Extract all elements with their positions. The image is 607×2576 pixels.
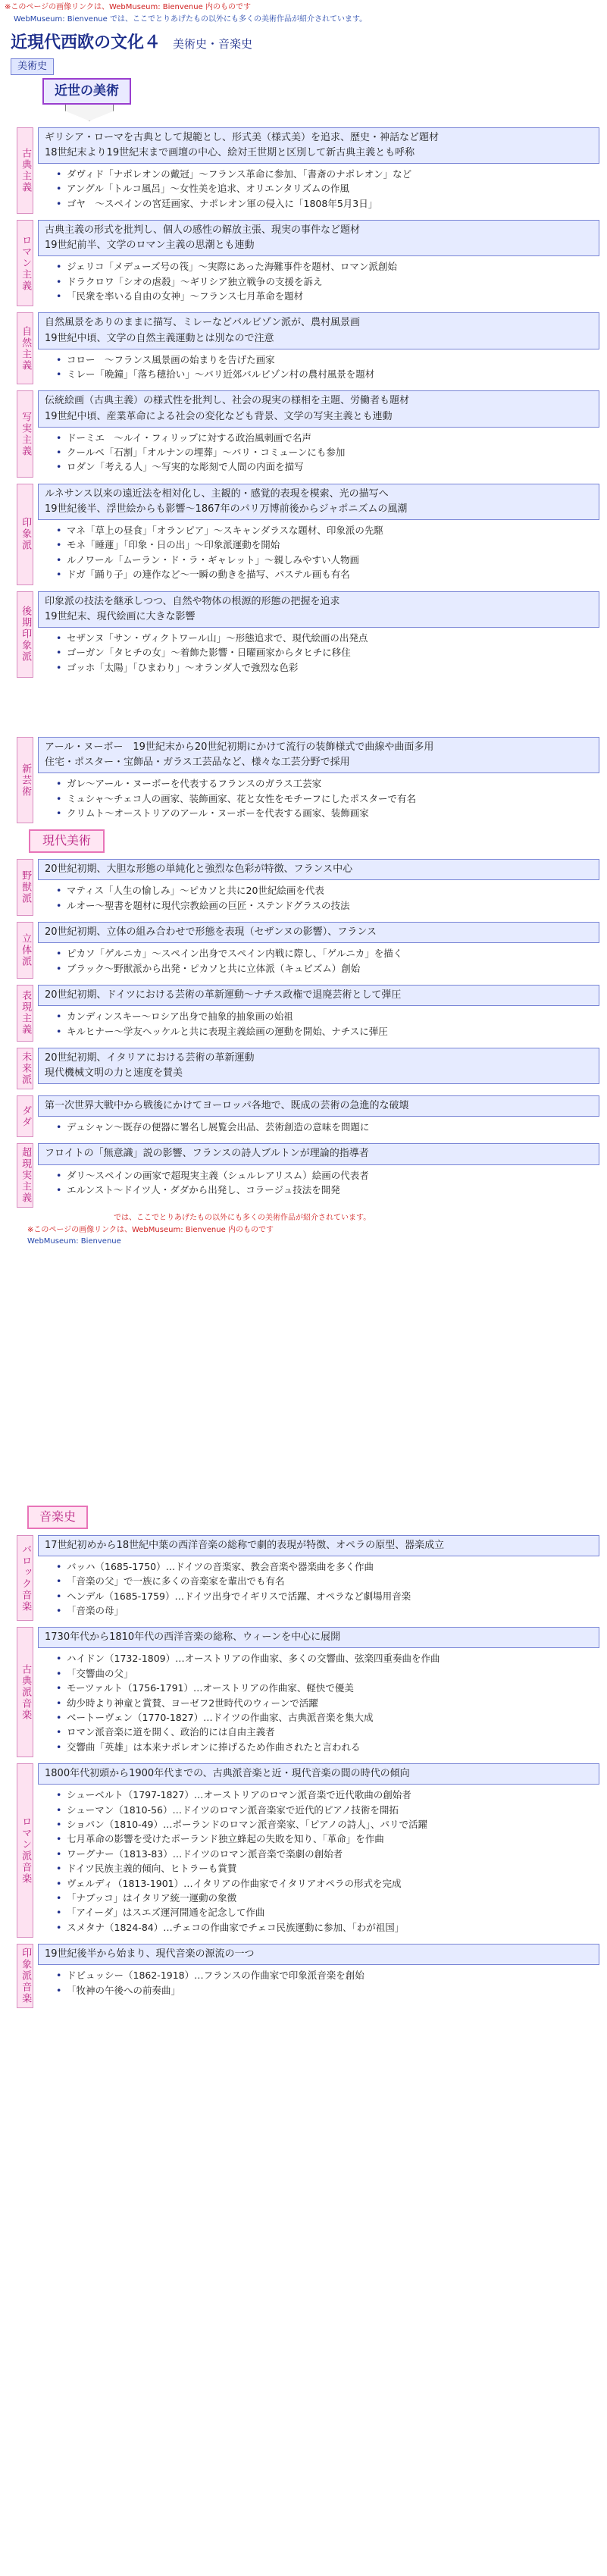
description-line: 19世紀中頃、産業革命による社会の変化なども背景、文学の写実主義とも連動	[45, 410, 393, 422]
art-content	[38, 127, 599, 214]
list-item: • ロダン「考える人」〜写実的な彫刻で人間の内面を描写	[56, 459, 599, 474]
list-item: • ドイツ民族主義的傾向、ヒトラーも賞賛	[56, 1861, 599, 1876]
contemporary-side-label: ダダ	[17, 1095, 33, 1138]
list-item: • カンディンスキー〜ロシア出身で抽象的抽象画の始祖	[56, 1009, 599, 1023]
art-item-list	[38, 520, 599, 585]
art-row	[17, 591, 599, 678]
art-description	[38, 591, 599, 628]
contemporary-content	[38, 985, 599, 1042]
list-item: • ミュシャ〜チェコ人の画家、装飾画家、花と女性をモチーフにしたポスターで有名	[56, 791, 599, 806]
contemporary-art-title: 現代美術	[29, 829, 105, 853]
music-content	[38, 1944, 599, 2008]
contemporary-item-list	[38, 943, 599, 979]
music-side-label: 古典派音楽	[17, 1627, 33, 1757]
art-content	[38, 390, 599, 477]
music-side-label: ロマン派音楽	[17, 1763, 33, 1938]
list-item: • ジェリコ「メデューズ号の筏」〜実際にあった海難事件を題材、ロマン派創始	[56, 259, 599, 274]
contemporary-item-list	[38, 1165, 599, 1201]
contemporary-content	[38, 1048, 599, 1089]
art-item-list	[38, 256, 599, 306]
music-row	[17, 1763, 599, 1938]
list-item: • ヘンデル（1685-1759）…ドイツ出身でイギリスで活躍、オペラなど劇場用音楽	[56, 1589, 599, 1603]
list-item: • ゴーガン「タヒチの女」〜着飾た影響・日曜画家からタヒチに移住	[56, 645, 599, 660]
art-side-label: 印象派	[17, 484, 33, 585]
music-row	[17, 1535, 599, 1622]
description-line: 19世紀中頃、文学の自然主義運動とは別なので注意	[45, 332, 274, 344]
description-line: 19世紀末、現代絵画に大きな影響	[45, 610, 196, 622]
list-item: • ドビュッシー（1862-1918）…フランスの作曲家で印象派音楽を創始	[56, 1968, 599, 1982]
music-content	[38, 1763, 599, 1938]
list-item: • シューベルト（1797-1827）…オーストリアのロマン派音楽で近代歌曲の創始者	[56, 1788, 599, 1802]
list-item: • 「ナブッコ」はイタリア統一運動の象徴	[56, 1891, 599, 1905]
music-content	[38, 1627, 599, 1757]
contemporary-row	[17, 985, 599, 1042]
art-description	[38, 390, 599, 427]
description-line: ルネサンス以来の遠近法を相対化し、主観的・感覚的表現を模索、光の描写へ	[45, 487, 389, 500]
art-row	[17, 737, 599, 823]
music-side-label: 印象派音楽	[17, 1944, 33, 2008]
contemporary-description	[38, 859, 599, 880]
music-description	[38, 1763, 599, 1785]
art-item-list	[38, 428, 599, 478]
list-item: • アングル「トルコ風呂」〜女性美を追求、オリエンタリズムの作風	[56, 181, 599, 196]
list-item: • モーツァルト（1756-1791）…オーストリアの作曲家、軽快で優美	[56, 1681, 599, 1695]
list-item: • クリムト〜オーストリアのアール・ヌーボーを代表する画家、装飾画家	[56, 806, 599, 820]
description-line: 20世紀初期、ドイツにおける芸術の革新運動〜ナチス政権で退廃芸術として弾圧	[45, 989, 402, 1001]
description-line: 印象派の技法を継承しつつ、自然や物体の根源的形態の把握を追求	[45, 595, 340, 607]
description-line: フロイトの「無意識」説の影響、フランスの詩人ブルトンが理論的指導者	[45, 1148, 369, 1160]
description-line: 1730年代から1810年代の西洋音楽の総称、ウィーンを中心に展開	[45, 1631, 341, 1644]
description-line: 第一次世界大戦中から戦後にかけてヨーロッパ各地で、既成の芸術の急進的な破壊	[45, 1099, 409, 1111]
list-item: • ヴェルディ（1813-1901）…イタリアの作曲家でイタリアオペラの形式を完成	[56, 1876, 599, 1891]
description-line: ギリシア・ローマを古典として規範とし、形式美（様式美）を追求、歴史・神話など題材	[45, 131, 440, 143]
art-item-list	[38, 773, 599, 823]
art-row	[17, 484, 599, 585]
contemporary-row	[17, 1143, 599, 1208]
list-item: • ドラクロワ「シオの虐殺」〜ギリシア独立戦争の支援を訴え	[56, 274, 599, 289]
list-item: • ルノワール「ムーラン・ド・ラ・ギャレット」〜親しみやすい人物画	[56, 553, 599, 567]
music-item-list	[38, 1648, 599, 1757]
sub-note: WebMuseum: Bienvenue では、ここでとりあげたもの以外にも多くの美術作品が紹介されています。	[14, 14, 368, 24]
top-note: ※このページの画像リンクは、WebMuseum: Bienvenue 内のものです	[5, 3, 251, 11]
art-content	[38, 484, 599, 585]
music-description	[38, 1535, 599, 1556]
list-item: • 「アイーダ」はスエズ運河開通を記念して作曲	[56, 1905, 599, 1919]
description-line: 19世紀後半、浮世絵からも影響〜1867年のパリ万博前後からジャポニズムの風潮	[45, 503, 408, 515]
description-line: 住宅・ポスター・宝飾品・ガラス工芸品など、様々な工芸分野で採用	[45, 757, 350, 769]
list-item: • 七月革命の影響を受けたポーランド独立蜂起の失敗を知り、「革命」を作曲	[56, 1832, 599, 1846]
list-item: • 「民衆を率いる自由の女神」〜フランス七月革命を題材	[56, 289, 599, 303]
contemporary-content	[38, 859, 599, 916]
list-item: • マネ「草上の昼食」「オランピア」〜スキャンダラスな題材、印象派の先駆	[56, 523, 599, 537]
art-row	[17, 220, 599, 306]
contemporary-description	[38, 1095, 599, 1117]
list-item: • ブラック〜野獣派から出発・ピカソと共に立体派（キュビズム）創始	[56, 961, 599, 976]
description-line: 伝統絵画（古典主義）の様式性を批判し、社会の現実の様相を主題、労働者も題材	[45, 395, 410, 407]
contemporary-item-list	[38, 1117, 599, 1137]
music-rows	[0, 1535, 607, 2008]
list-item: • 「音楽の父」で一族に多くの音楽家を輩出でも有名	[56, 1574, 599, 1588]
art-side-label: 古典主義	[17, 127, 33, 214]
list-item: • キルヒナー〜学友ヘッケルと共に表現主義絵画の運動を開始、ナチスに弾圧	[56, 1024, 599, 1039]
bottom-note-1: では、ここでとりあげたもの以外にも多くの美術作品が紹介されています。	[114, 1214, 371, 1223]
list-item: • スメタナ（1824-84）…チェコの作曲家でチェコ民族運動に参加、「わが祖国」	[56, 1920, 599, 1935]
art-item-list	[38, 164, 599, 214]
music-history-tag: 音楽史	[27, 1506, 88, 1529]
list-item: • ロマン派音楽に道を開く、政治的には自由主義者	[56, 1725, 599, 1739]
contemporary-row	[17, 859, 599, 916]
music-side-label: バロック音楽	[17, 1535, 33, 1622]
list-item: • デュシャン〜既存の便器に署名し展覧会出品、芸術創造の意味を問題に	[56, 1120, 599, 1134]
list-item: • バッハ（1685-1750）…ドイツの音楽家、教会音楽や器楽曲を多く作曲	[56, 1559, 599, 1574]
art-side-label: 後期印象派	[17, 591, 33, 678]
list-item: • ハイドン（1732-1809）…オーストリアの作曲家、多くの交響曲、弦楽四重奏曲を作曲	[56, 1651, 599, 1666]
description-line: 19世紀後半から始まり、現代音楽の源流の一つ	[45, 1948, 255, 1960]
contemporary-content	[38, 922, 599, 979]
list-item: • モネ「睡蓮」「印象・日の出」〜印象派運動を開始	[56, 537, 599, 552]
art-content	[38, 737, 599, 823]
list-item: • セザンヌ「サン・ヴィクトワール山」〜形態追求で、現代絵画の出発点	[56, 631, 599, 645]
list-item: • 「交響曲の父」	[56, 1666, 599, 1681]
contemporary-side-label: 表現主義	[17, 985, 33, 1042]
list-item: • ベートーヴェン（1770-1827）…ドイツの作曲家、古典派音楽を集大成	[56, 1710, 599, 1725]
music-item-list	[38, 1965, 599, 2001]
art-description	[38, 127, 599, 164]
list-item: • ゴッホ「太陽」「ひまわり」〜オランダ人で強烈な色彩	[56, 660, 599, 675]
music-item-list	[38, 1785, 599, 1938]
art-description	[38, 484, 599, 520]
contemporary-description	[38, 1048, 599, 1084]
title-row	[0, 25, 607, 55]
list-item: • ピカソ「ゲルニカ」〜スペイン出身でスペイン内戦に際し、「ゲルニカ」を描く	[56, 946, 599, 961]
contemporary-side-label: 超現実主義	[17, 1143, 33, 1208]
description-line: 17世紀初めから18世紀中葉の西洋音楽の総称で劇的表現が特徴、オペラの原型、器楽成立	[45, 1539, 445, 1551]
list-item: • 「牧神の午後への前奏曲」	[56, 1983, 599, 1998]
list-item: • 幼少時より神童と賞賛、ヨーゼフ2世時代のウィーンで活躍	[56, 1696, 599, 1710]
list-item: • 交響曲「英雄」は本来ナポレオンに捧げるため作曲されたと言われる	[56, 1740, 599, 1754]
art-item-list	[38, 349, 599, 385]
contemporary-row	[17, 1095, 599, 1138]
art-side-label: 新芸術	[17, 737, 33, 823]
contemporary-description	[38, 922, 599, 943]
bottom-note-2: ※このページの画像リンクは、WebMuseum: Bienvenue 内のものです	[27, 1225, 274, 1234]
art-side-label: 写実主義	[17, 390, 33, 477]
contemporary-content	[38, 1143, 599, 1208]
contemporary-row	[17, 922, 599, 979]
list-item: • ゴヤ 〜スペインの宮廷画家、ナポレオン軍の侵入に「1808年5月3日」	[56, 196, 599, 211]
contemporary-side-label: 野獣派	[17, 859, 33, 916]
page-title: 近現代西欧の文化４	[11, 33, 161, 52]
description-line: 古典主義の形式を批判し、個人の感性の解放主張、現実の事件など題材	[45, 224, 361, 236]
list-item: • ルオー〜聖書を題材に現代宗教絵画の巨匠・ステンドグラスの技法	[56, 898, 599, 913]
list-item: • ダリ〜スペインの画家で超現実主義（シュルレアリスム）絵画の代表者	[56, 1168, 599, 1183]
contemporary-item-list	[38, 1006, 599, 1042]
down-arrow-icon	[65, 105, 114, 121]
contemporary-description	[38, 985, 599, 1006]
description-line: 20世紀初期、イタリアにおける芸術の革新運動	[45, 1051, 255, 1064]
list-item: • マティス「人生の愉しみ」〜ピカソと共に20世紀絵画を代表	[56, 883, 599, 898]
art-item-list	[38, 628, 599, 678]
music-row	[17, 1944, 599, 2008]
list-item: • ダヴィド「ナポレオンの戴冠」〜フランス革命に参加、「書斎のナポレオン」など	[56, 167, 599, 181]
art-content	[38, 220, 599, 306]
art-content	[38, 591, 599, 678]
description-line: 1800年代初頭から1900年代までの、古典派音楽と近・現代音楽の間の時代の傾向	[45, 1768, 410, 1780]
description-line: 20世紀初期、大胆な形態の単純化と強烈な色彩が特徴、フランス中心	[45, 863, 353, 876]
art-side-label: ロマン主義	[17, 220, 33, 306]
list-item: • ドーミエ 〜ルイ・フィリップに対する政治風刺画で名声	[56, 431, 599, 445]
list-item: • ガレ〜アール・ヌーボーを代表するフランスのガラス工芸家	[56, 776, 599, 791]
contemporary-description	[38, 1143, 599, 1164]
contemporary-rows	[0, 859, 607, 1208]
art-row	[17, 312, 599, 384]
description-line: 19世紀前半、文学のロマン主義の思潮とも連動	[45, 240, 255, 252]
art-description	[38, 737, 599, 773]
description-line: 18世紀末より19世紀末まで画壇の中心、絵対王世期と区別して新古典主義とも呼称	[45, 146, 415, 158]
music-item-list	[38, 1556, 599, 1622]
art-history-tag: 美術史	[11, 58, 54, 75]
list-item: • ミレー「晩鐘」「落ち穂拾い」〜パリ近郊バルビゾン村の農村風景を題材	[56, 367, 599, 381]
contemporary-side-label: 立体派	[17, 922, 33, 979]
music-description	[38, 1944, 599, 1965]
list-item: • 「音楽の母」	[56, 1603, 599, 1618]
description-line: 現代機械文明の力と速度を賛美	[45, 1067, 183, 1080]
list-item: • クールベ「石割」「オルナンの埋葬」〜パリ・コミューンにも参加	[56, 445, 599, 459]
art-row	[17, 390, 599, 477]
music-row	[17, 1627, 599, 1757]
art-row	[17, 127, 599, 214]
list-item: • シューマン（1810-56）…ドイツのロマン派音楽家で近代的ピアノ技術を開拓	[56, 1803, 599, 1817]
page-subtitle: 美術史・音楽史	[173, 37, 253, 51]
list-item: • ワーグナー（1813-83）…ドイツのロマン派音楽で楽劇の創始者	[56, 1847, 599, 1861]
art-description	[38, 220, 599, 256]
contemporary-row	[17, 1048, 599, 1089]
description-line: 自然風景をありのままに描写、ミレーなどバルビゾン派が、農村風景画	[45, 317, 361, 329]
contemporary-side-label: 未来派	[17, 1048, 33, 1089]
music-description	[38, 1627, 599, 1648]
list-item: • エルンスト〜ドイツ人・ダダから出発し、コラージュ技法を開発	[56, 1183, 599, 1197]
art-side-label: 自然主義	[17, 312, 33, 384]
list-item: • ドガ「踊り子」の連作など〜一瞬の動きを描写、パステル画も有名	[56, 567, 599, 581]
list-item: • ショパン（1810-49）…ポーランドのロマン派音楽家、「ピアノの詩人」、パリで活躍	[56, 1817, 599, 1832]
bottom-webmuseum: WebMuseum: Bienvenue	[27, 1237, 121, 1246]
art-description	[38, 312, 599, 349]
description-line: アール・ヌーボー 19世紀末から20世紀初期にかけて流行の装飾様式で曲線や曲面多用	[45, 741, 434, 754]
contemporary-content	[38, 1095, 599, 1138]
description-line: 20世紀初期、立体の組み合わせで形態を表現（セザンヌの影響）、フランス	[45, 926, 377, 939]
music-content	[38, 1535, 599, 1622]
list-item: • コロー 〜フランス風景画の始まりを告げた画家	[56, 353, 599, 367]
contemporary-item-list	[38, 880, 599, 916]
modern-art-title: 近世の美術	[42, 78, 131, 104]
art-content	[38, 312, 599, 384]
art-rows	[0, 127, 607, 824]
